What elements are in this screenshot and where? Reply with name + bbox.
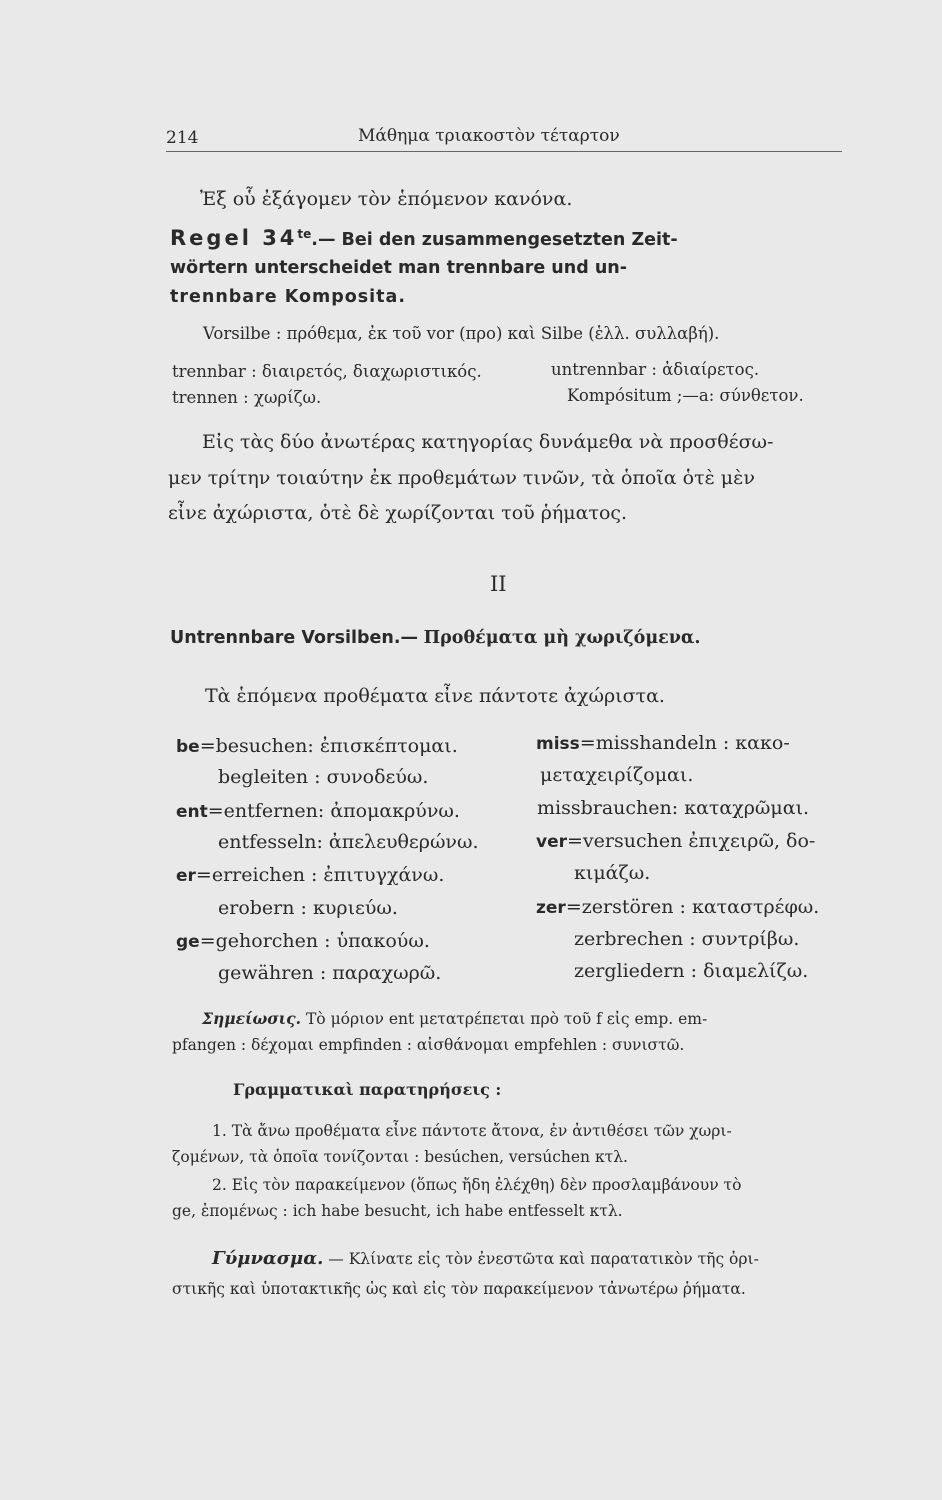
prefix-text: =misshandeln : κακο- (579, 732, 790, 754)
prefix-right-missbrauchen: missbrauchen: καταχρῶμαι. (537, 797, 810, 819)
prefix-left-ge (176, 930, 430, 952)
prefix-left-gewaehren: gewähren : παραχωρῶ. (218, 962, 442, 984)
exercise-line-1 (212, 1248, 759, 1269)
paragraph-line-3: εἶνε ἀχώριστα, ὁτὲ δὲ χωρίζονται τοῦ ῥήματος. (168, 502, 628, 524)
rule-line1-rest: .— Bei den zusammengesetzten Zeit- (311, 230, 678, 250)
section-number: II (490, 572, 507, 596)
note-line-2: pfangen : δέχομαι empfinden : αἰσθάνομαι empfehlen : συνιστῶ. (172, 1036, 685, 1054)
running-title: Μάθημα τριακοστὸν τέταρτον (358, 126, 620, 146)
note-label: Σημείωσις. (202, 1009, 302, 1028)
rule-superscript: te (297, 227, 312, 242)
rule-label: Regel 34 (170, 226, 298, 250)
section-intro: Τὰ ἑπόμενα προθέματα εἶνε πάντοτε ἀχώριστα. (205, 685, 665, 707)
rule-line-2: wörtern unterscheidet man trennbare und un- (170, 258, 628, 278)
prefix-right-versuchen-cont: κιμάζω. (574, 862, 651, 884)
prefix-left-er (176, 864, 444, 886)
prefix-label: ver (536, 832, 567, 852)
exercise-line-2: στικῆς καὶ ὑποτακτικῆς ὡς καὶ εἰς τὸν παρακείμενον τἀνωτέρω ῥήματα. (172, 1280, 746, 1298)
grammar-note-1: 1. Τὰ ἄνω προθέματα εἶνε πάντοτε ἄτονα, ἐν ἀντιθέσει τῶν χωρι- (212, 1122, 732, 1140)
glossary-right-2: Kompósitum ;—a: σύνθετον. (567, 386, 804, 405)
paragraph-line-2: μεν τρίτην τοιαύτην ἐκ προθεμάτων τινῶν, τὰ ὁποῖα ὁτὲ μὲν (168, 467, 755, 489)
vorsilbe-line: Vorsilbe : πρόθεμα, ἐκ τοῦ vor (προ) καὶ Silbe (ἑλλ. συλλαβή). (203, 324, 720, 343)
prefix-label: be (176, 737, 200, 757)
grammar-note-2-cont: ge, ἑπομένως : ich habe besucht, ich habe entfesselt κτλ. (172, 1202, 623, 1220)
prefix-text: =zerstören : καταστρέφω. (565, 896, 820, 918)
prefix-left-ent (176, 800, 460, 822)
note-line1-text: Τὸ μόριον ent μετατρέπεται πρὸ τοῦ f εἰς emp. em- (305, 1010, 708, 1028)
prefix-left-entfesseln: entfesseln: ἀπελευθερώνω. (218, 831, 479, 853)
prefix-right-miss (536, 732, 790, 754)
prefix-label: zer (536, 898, 566, 918)
prefix-text: =besuchen: ἐπισκέπτομαι. (199, 735, 458, 757)
section-heading (170, 628, 700, 648)
grammar-heading: Γραμματικαὶ παρατηρήσεις : (233, 1080, 502, 1099)
prefix-left-begleiten: begleiten : συνοδεύω. (218, 766, 429, 788)
glossary-left-2: trennen : χωρίζω. (172, 388, 322, 407)
prefix-right-misshandeln-cont: μεταχειρίζομαι. (540, 764, 694, 786)
prefix-label: miss (536, 734, 580, 754)
prefix-text: =versuchen ἐπιχειρῶ, δο- (567, 830, 816, 852)
prefix-label: er (176, 866, 196, 886)
prefix-text: =erreichen : ἐπιτυγχάνω. (195, 864, 445, 886)
prefix-right-zerbrechen: zerbrechen : συντρίβω. (574, 928, 800, 950)
grammar-note-1-cont: ζομένων, τὰ ὁποῖα τονίζονται : besúchen, versúchen κτλ. (172, 1148, 628, 1166)
prefix-label: ge (176, 932, 200, 952)
exercise-label: Γύμνασμα. (212, 1248, 324, 1269)
rule-line-3: trennbare Komposita. (170, 287, 407, 307)
grammar-note-2: 2. Εἰς τὸν παρακείμενον (ὅπως ἤδη ἐλέχθη) δὲν προσλαμβάνουν τὸ (212, 1176, 742, 1194)
prefix-right-zer (536, 896, 819, 918)
exercise-line1-text: — Κλίνατε εἰς τὸν ἐνεστῶτα καὶ παρατατικὸν τῆς ὁρι- (328, 1250, 759, 1268)
prefix-text: =gehorchen : ὑπακούω. (199, 930, 430, 952)
section-heading-german: Untrennbare Vorsilben. (170, 628, 401, 648)
prefix-right-zergliedern: zergliedern : διαμελίζω. (574, 960, 809, 982)
prefix-left-be (176, 735, 458, 757)
prefix-text: =entfernen: ἀπομακρύνω. (207, 800, 460, 822)
prefix-label: ent (176, 802, 208, 822)
prefix-left-erobern: erobern : κυριεύω. (218, 897, 398, 919)
glossary-right-1: untrennbar : ἀδιαίρετος. (551, 360, 760, 379)
glossary-left-1: trennbar : διαιρετός, διαχωριστικός. (172, 362, 482, 381)
rule-line-1 (170, 226, 678, 250)
header-rule (166, 151, 842, 152)
note-line-1 (202, 1009, 707, 1028)
page-number: 214 (166, 128, 199, 148)
paragraph-line-1: Εἰς τὰς δύο ἀνωτέρας κατηγορίας δυνάμεθα νὰ προσθέσω- (202, 431, 774, 453)
section-heading-dash: — (400, 628, 419, 648)
section-heading-greek: Προθέματα μὴ χωριζόμενα. (423, 628, 701, 648)
intro-line: Ἐξ οὗ ἐξάγομεν τὸν ἑπόμενον κανόνα. (200, 188, 573, 210)
prefix-right-ver (536, 830, 815, 852)
